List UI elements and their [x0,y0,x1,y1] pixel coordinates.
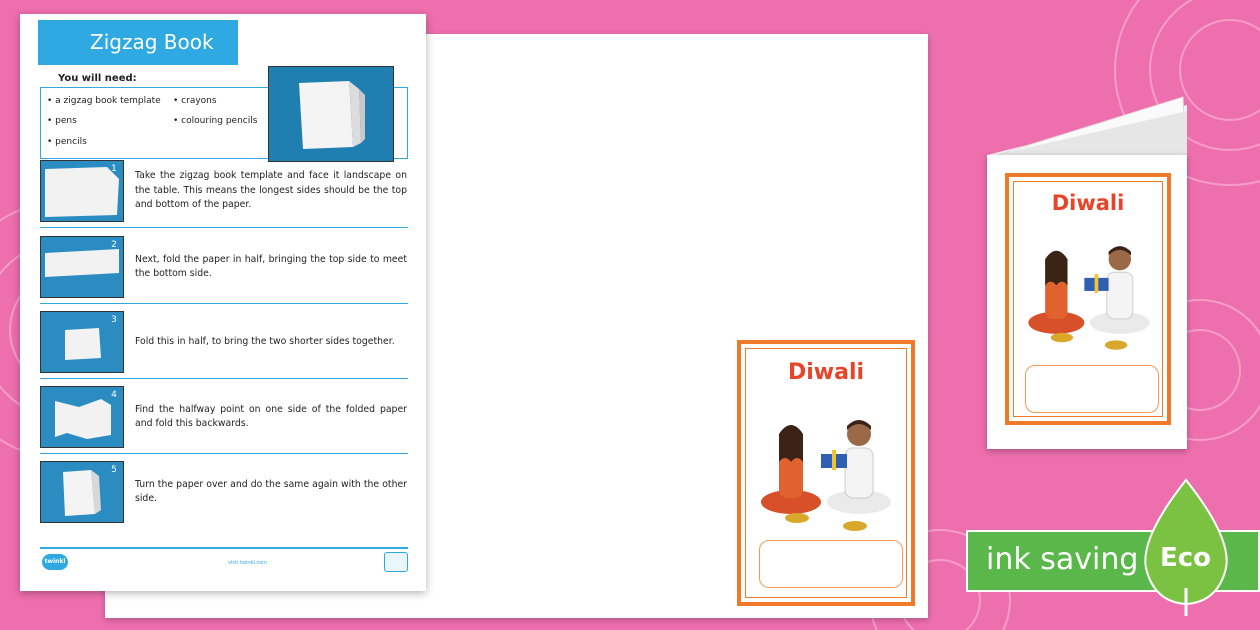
small-cover-title: Diwali [787,360,865,385]
step-number: 1 [111,164,117,174]
step-number: 3 [111,315,117,325]
footer-badge-icon [384,552,408,572]
divider [40,453,408,455]
divider [40,227,408,229]
small-cover [737,340,915,606]
step-1 [40,160,408,224]
name-box [759,540,903,588]
sheet-title: Zigzag Book [38,20,238,65]
divider [40,378,408,380]
booklet-cover-frame [1005,173,1171,425]
zigzag-book-photo [268,66,394,162]
children-illustration [751,402,901,532]
footer-divider [40,547,408,549]
step-number: 4 [111,390,117,400]
twinkl-logo: twinkl [42,554,68,570]
need-item: • pens [47,116,77,126]
step-5 [40,461,408,525]
ink-saving-text: ink saving [986,542,1139,577]
step-photo [40,236,124,298]
eco-label: Eco [1160,543,1212,573]
name-box [1025,365,1159,413]
divider [40,303,408,305]
need-item: • pencils [47,137,87,147]
need-item: • colouring pencils [173,116,258,126]
instruction-sheet [20,14,426,591]
step-2 [40,236,408,300]
step-number: 2 [111,240,117,250]
step-3 [40,311,408,375]
step-text: Next, fold the paper in half, bringing the top side to meet the bottom side. [135,253,407,279]
need-item: • crayons [173,96,217,106]
step-4 [40,386,408,450]
step-number: 5 [111,465,117,475]
booklet-cover [987,155,1187,449]
needs-heading: You will need: [58,73,137,84]
step-text: Find the halfway point on one side of the folded paper and fold this backwards. [135,403,407,429]
step-photo [40,386,124,448]
step-text: Fold this in half, to bring the two shorter sides together. [135,335,395,347]
step-text: Turn the paper over and do the same again with the other side. [135,478,407,504]
booklet-cover-title: Diwali [1051,191,1125,215]
need-item: • a zigzag book template [47,96,161,106]
step-photo [40,311,124,373]
step-text: Take the zigzag book template and face it landscape on the table. This means the longest sides should be the top and bottom of the paper. [135,170,407,211]
step-photo [40,461,124,523]
children-illustration [1019,229,1159,351]
step-photo [40,160,124,222]
footer-url: visit twinkl.com [228,560,268,566]
